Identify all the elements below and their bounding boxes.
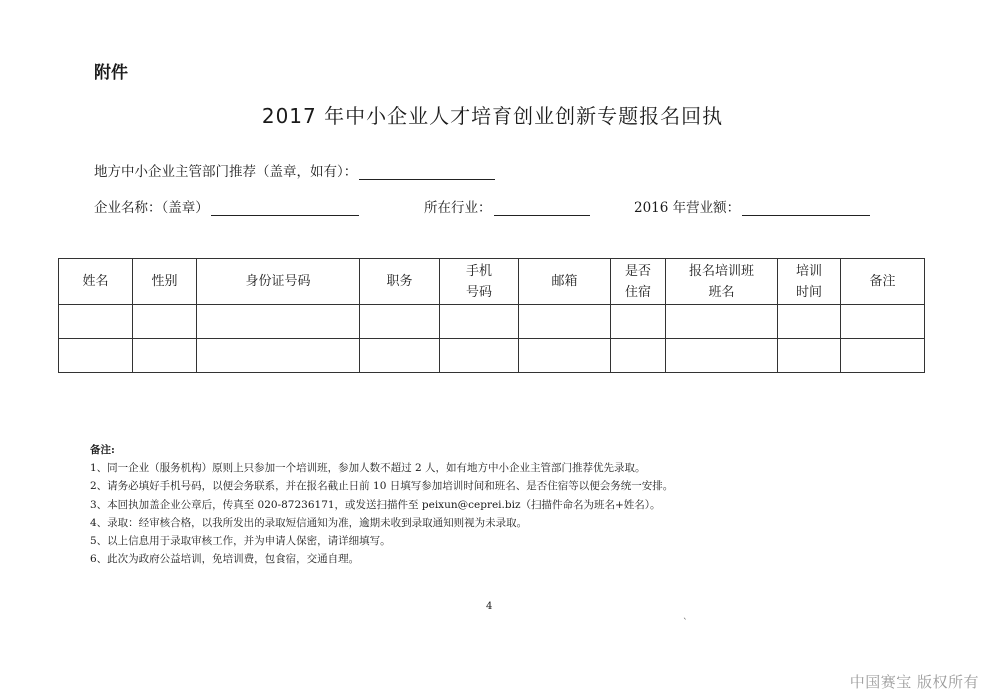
- revenue-field: [634, 196, 870, 216]
- table-cell[interactable]: [133, 305, 197, 339]
- table-cell[interactable]: [197, 305, 360, 339]
- header-mobile: 手机 号码: [440, 259, 519, 305]
- table-cell[interactable]: [611, 339, 666, 373]
- scan-mark: `: [683, 618, 688, 628]
- header-id-number: 身份证号码: [197, 259, 360, 305]
- table-cell[interactable]: [360, 339, 440, 373]
- table-cell[interactable]: [59, 305, 133, 339]
- industry-field: [424, 196, 590, 216]
- header-position: 职务: [360, 259, 440, 305]
- industry-label: 所在行业：: [424, 200, 492, 216]
- note-item: 1、同一企业（服务机构）原则上只参加一个培训班，参加人数不超过 2 人，如有地方中小企业主管部门推荐优先录取。: [90, 462, 646, 475]
- table-cell[interactable]: [841, 339, 925, 373]
- recommender-field: [94, 160, 495, 180]
- table-cell[interactable]: [666, 339, 778, 373]
- table-cell[interactable]: [841, 305, 925, 339]
- table-cell[interactable]: [59, 339, 133, 373]
- header-gender: 性别: [133, 259, 197, 305]
- header-training-time: 培训 时间: [778, 259, 841, 305]
- revenue-blank[interactable]: [742, 200, 870, 216]
- table-header-row: [59, 259, 925, 305]
- table-cell[interactable]: [519, 305, 611, 339]
- recommender-label: 地方中小企业主管部门推荐（盖章，如有）：: [94, 164, 358, 180]
- note-item: 6、此次为政府公益培训，免培训费，包食宿，交通自理。: [90, 553, 360, 566]
- company-name-blank[interactable]: [211, 200, 359, 216]
- table-cell[interactable]: [440, 305, 519, 339]
- revenue-label: 2016 年营业额：: [634, 200, 741, 216]
- table-row: [59, 305, 925, 339]
- notes-title: 备注:: [90, 444, 115, 456]
- table-cell[interactable]: [360, 305, 440, 339]
- attachment-label: 附件: [94, 63, 128, 83]
- note-item: 4、录取：经审核合格，以我所发出的录取短信通知为准，逾期未收到录取通知则视为未录取。: [90, 516, 528, 529]
- table-cell[interactable]: [197, 339, 360, 373]
- company-name-field: [94, 196, 359, 216]
- table-cell[interactable]: [440, 339, 519, 373]
- header-name: 姓名: [59, 259, 133, 305]
- note-item: 5、以上信息用于录取审核工作，并为申请人保密，请详细填写。: [90, 535, 391, 548]
- table-cell[interactable]: [519, 339, 611, 373]
- table-cell[interactable]: [666, 305, 778, 339]
- header-email: 邮箱: [519, 259, 611, 305]
- registration-table: [58, 258, 925, 373]
- header-remarks: 备注: [841, 259, 925, 305]
- recommender-blank[interactable]: [359, 164, 495, 180]
- table-cell[interactable]: [778, 339, 841, 373]
- note-item: 3、本回执加盖企业公章后，传真至 020-87236171，或发送扫描件至 peixun@ceprei.biz（扫描件命名为班名+姓名）。: [90, 498, 661, 511]
- note-item: 2、请务必填好手机号码，以便会务联系，并在报名截止日前 10 日填写参加培训时间和班名、是否住宿等以便会务统一安排。: [90, 480, 674, 493]
- table-cell[interactable]: [611, 305, 666, 339]
- notes-section: [90, 441, 810, 568]
- header-class-name: 报名培训班 班名: [666, 259, 778, 305]
- table-cell[interactable]: [778, 305, 841, 339]
- table-row: [59, 339, 925, 373]
- table-cell[interactable]: [133, 339, 197, 373]
- company-name-label: 企业名称：（盖章）: [94, 200, 209, 216]
- header-accommodation: 是否 住宿: [611, 259, 666, 305]
- page-title: 2017 年中小企业人才培育创业创新专题报名回执: [261, 104, 724, 128]
- watermark: 中国赛宝 版权所有: [849, 673, 979, 691]
- industry-blank[interactable]: [494, 200, 590, 216]
- page-number: 4: [486, 601, 493, 612]
